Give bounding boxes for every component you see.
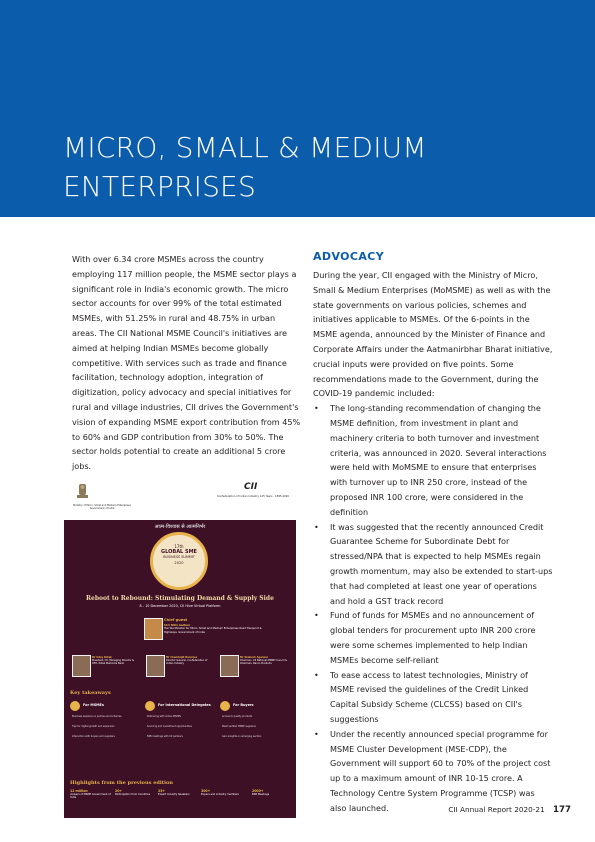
key-line: Sourcing and investment opportunities: [147, 725, 192, 728]
key-box-heading: For Buyers: [233, 703, 254, 707]
national-emblem-icon: [76, 482, 89, 502]
highlights-row: [70, 790, 292, 810]
key-box-heading: For MSMEs: [83, 703, 104, 707]
speaker-photo: [220, 655, 239, 677]
page-footer: [448, 805, 571, 815]
chief-guest-name: Shri Nitin Gadkari: [164, 624, 191, 627]
key-line: B2B meetings with CII partners: [147, 735, 183, 738]
key-takeaways-title: Key takeaways: [70, 690, 111, 696]
speaker-photo: [72, 655, 91, 677]
summit-theme: Reboot to Rebound: Stimulating Demand & Supply Side: [86, 595, 274, 602]
summit-year: 2020: [174, 561, 184, 565]
ministry-label: Ministry of Micro, Small and Medium Enterprises Government of India: [73, 504, 131, 510]
summit-poster: [64, 479, 296, 818]
highlights-title: Highlights from the previous edition: [70, 780, 173, 786]
summit-name-line2: BUSINESS SUMMIT: [163, 555, 195, 559]
highlight-item: [70, 790, 112, 810]
key-box-heading: For International Delegates: [158, 703, 211, 707]
highlight-item: [115, 790, 155, 810]
cii-logo: CII: [244, 482, 258, 492]
highlight-text: Buyers and industry members: [201, 793, 239, 797]
key-line: Partnering with Indian MSMEs: [147, 715, 182, 718]
intro-paragraph: With over 6.34 crore MSMEs across the country employing 117 million people, the MSME sector plays a significant role in India's economic growth. The micro sector accounts for over 99% of the total estimated MSMEs, with 51.25% in rural and 48.75% in urban areas. The CII National MSME Council's initiatives are aimed at helping Indian MSMEs become globally competitive. With services such as trade and finance facilitation, technology adoption, integration of digitization, policy advocacy and special initiatives for rural and village industries, CII drives the Government's vision of expanding MSME export contribution from 45% to 60% and GDP contribution from 30% to 50%. The sector holds potential to create an additional 5 crore jobs.: [72, 254, 301, 472]
highlight-number: 12 million: [70, 789, 88, 793]
page-number: 177: [553, 805, 571, 815]
highlight-text: Participation from Countries: [115, 793, 151, 797]
key-line: Interaction with buyers and suppliers: [72, 735, 115, 738]
header-banner: [0, 0, 595, 217]
hindi-tagline: आत्म-विश्वास से आत्मनिर्भर: [154, 524, 206, 530]
advocacy-heading: ADVOCACY: [313, 250, 385, 263]
speaker-info: [92, 656, 140, 665]
list-item: • Under the recently announced special programme for MSME Cluster Development (MSE-CDP), the Government will support 60 to 70% of the project cost up to a maximum amount of INR 10-15 crore. A Technology Centre System Programme (TCSP) was also launched.: [313, 727, 553, 816]
summit-edition: 17th: [174, 544, 184, 549]
highlight-item: [252, 790, 292, 810]
highlight-text: viewers of MSME Government of India: [70, 793, 111, 800]
speaker-title: Director General, Confederation of Indian Industry: [166, 659, 208, 666]
highlight-number: 25+: [158, 789, 166, 793]
globe-icon: [145, 701, 155, 711]
speaker-name: Mr Shailesh Agarwal: [240, 656, 268, 659]
highlight-item: [201, 790, 249, 810]
key-line: Access to quality products: [222, 715, 253, 718]
page-title: [63, 128, 563, 206]
key-line: Tips for digital growth and expansion: [72, 725, 115, 728]
key-box: [70, 701, 142, 783]
speaker-name: Mr Chandrajit Banerjee: [166, 656, 198, 659]
key-line: Meet verified MSME suppliers: [222, 725, 256, 728]
list-item: • To ease access to latest technologies, Ministry of MSME revised the guidelines of the Credit Linked Capital Subsidy Scheme (CLCSS) based on CII's suggestions: [313, 668, 553, 727]
speaker-photo: [146, 655, 165, 677]
highlight-number: 300+: [201, 789, 211, 793]
speaker-info: [166, 656, 214, 665]
advocacy-section: [313, 250, 553, 815]
key-line: Gain insights on emerging sectors: [222, 735, 262, 738]
list-item: • Fund of funds for MSMEs and no announcement of global tenders for procurement upto INR 200 crore were some schemes implemented to help Indian MSMEs become self-reliant: [313, 608, 553, 667]
speaker-name: Mr Uday Kotak: [92, 656, 112, 659]
report-name: CII Annual Report 2020-21: [448, 805, 545, 814]
highlight-text: Expert Industry Speakers: [158, 793, 190, 797]
highlight-item: [158, 790, 198, 810]
cii-label: Confederation of Indian Industry 125 Years · 1895-2020: [216, 495, 290, 498]
highlight-text: B2B Meetings: [252, 793, 270, 797]
key-box: [145, 701, 217, 783]
key-line: Business sessions on policies and schemes: [72, 715, 122, 718]
speaker-info: [240, 656, 288, 665]
summit-dates: 8 - 10 December 2020, CII Hive Virtual Platform: [139, 604, 221, 608]
speaker-title: Chairman, CII National MSME Council & Chairman, Banco Products: [240, 659, 287, 666]
key-box: [220, 701, 292, 783]
buyers-icon: [220, 701, 230, 711]
highlight-number: 20+: [115, 789, 123, 793]
summit-name-line1: GLOBAL SME: [161, 549, 197, 555]
list-item: • The long-standing recommendation of changing the MSME definition, from investment in plant and machinery criteria to both turnover and investment criteria, was announced in 2020. Several interactions were held with MoMSME to ensure that enterprises with turnover up to INR 250 crore, instead of the proposed INR 100 crore, were considered in the definition: [313, 401, 553, 519]
page-title-line1: MICRO, SMALL & MEDIUM: [63, 131, 427, 164]
page-title-line2: ENTERPRISES: [63, 170, 256, 203]
list-item: • It was suggested that the recently announced Credit Guarantee Scheme for Subordinate Debt for stressed/NPA that is expected to help MSMEs regain growth momentum, may also be extended to start-ups that had completed at least one year of operations and hold a GST track record: [313, 520, 553, 609]
advocacy-intro: During the year, CII engaged with the Ministry of Micro, Small & Medium Enterprises (MoMSME) as well as with the state governments on various policies, schemes and initiatives applicable to MSMEs. Of the 6-points in the MSME agenda, announced by the Minister of Finance and Corporate Affairs under the Aatmanirbhar Bharat initiative, crucial inputs were provided on five points. Some recommendations made to the Government, during the COVID-19 pandemic included:: [313, 270, 553, 399]
highlight-number: 2000+: [252, 789, 264, 793]
chief-guest-photo: [144, 618, 163, 640]
msme-icon: [70, 701, 80, 711]
advocacy-bullets: [313, 401, 553, 815]
chief-guest-label: Chief guest: [164, 618, 188, 622]
poster-logo-strip: [64, 479, 296, 520]
summit-badge: [150, 532, 208, 590]
chief-guest-info: [164, 624, 274, 634]
chief-guest-title: Hon'ble Minister for Micro, Small and Medium Enterprises Road Transport & Highways, Government of India: [164, 627, 262, 634]
speaker-title: President, CII; Managing Director & CEO, Kotak Mahindra Bank: [92, 659, 135, 666]
